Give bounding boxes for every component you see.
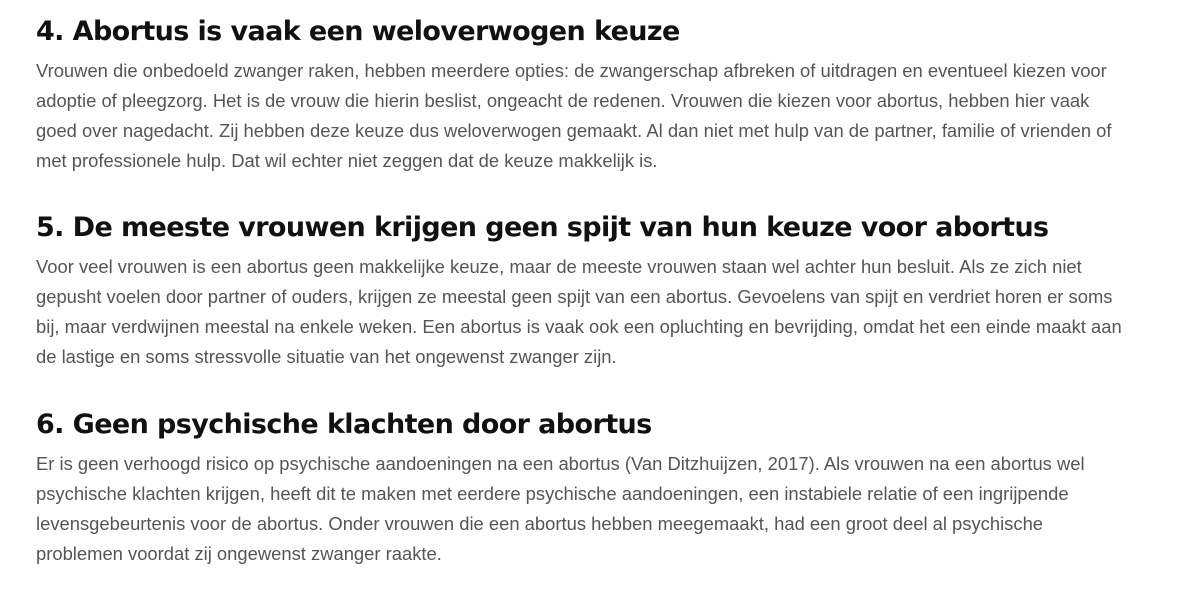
section-heading: 6. Geen psychische klachten door abortus [36, 409, 652, 440]
paragraph-line: gepusht voelen door partner of ouders, krijgen ze meestal geen spijt van een abortus. Gevoelens van spijt en verdriet horen er soms [36, 286, 1113, 307]
paragraph-line: Er is geen verhoogd risico op psychische aandoeningen na een abortus (Van Ditzhuijzen, 2017). Als vrouwen na een abortus wel [36, 453, 1085, 474]
section-paragraph [36, 252, 1166, 372]
paragraph-line: levensgebeurtenis voor de abortus. Onder vrouwen die een abortus hebben meegemaakt, had een groot deel al psychische [36, 513, 1044, 534]
paragraph-line: Vrouwen die onbedoeld zwanger raken, hebben meerdere opties: de zwangerschap afbreken of uitdragen en eventueel kiezen voor [36, 60, 1107, 81]
paragraph-line: de lastige en soms stressvolle situatie van het ongewenst zwanger zijn. [36, 346, 617, 367]
section-paragraph [36, 449, 1166, 569]
section-6 [36, 407, 1166, 569]
paragraph-line: adoptie of pleegzorg. Het is de vrouw die hierin beslist, ongeacht de redenen. Vrouwen die kiezen voor abortus, hebben hier vaak [36, 90, 1090, 111]
paragraph-line: met professionele hulp. Dat wil echter niet zeggen dat de keuze makkelijk is. [36, 150, 658, 171]
paragraph-line: psychische klachten krijgen, heeft dit te maken met eerdere psychische aandoeningen, een instabiele relatie of een ingrijpende [36, 483, 1069, 504]
section-5 [36, 210, 1166, 372]
paragraph-line: goed over nagedacht. Zij hebben deze keuze dus weloverwogen gemaakt. Al dan niet met hulp van de partner, familie of vrienden of [36, 120, 1112, 141]
section-paragraph [36, 56, 1166, 176]
paragraph-line: problemen voordat zij ongewenst zwanger raakte. [36, 543, 442, 564]
paragraph-line: bij, maar verdwijnen meestal na enkele weken. Een abortus is vaak ook een opluchting en bevrijding, omdat het een einde maakt aan [36, 316, 1122, 337]
section-heading: 4. Abortus is vaak een weloverwogen keuze [36, 16, 680, 47]
section-4 [36, 14, 1166, 176]
section-heading: 5. De meeste vrouwen krijgen geen spijt van hun keuze voor abortus [36, 212, 1049, 243]
paragraph-line: Voor veel vrouwen is een abortus geen makkelijke keuze, maar de meeste vrouwen staan wel achter hun besluit. Als ze zich niet [36, 256, 1082, 277]
